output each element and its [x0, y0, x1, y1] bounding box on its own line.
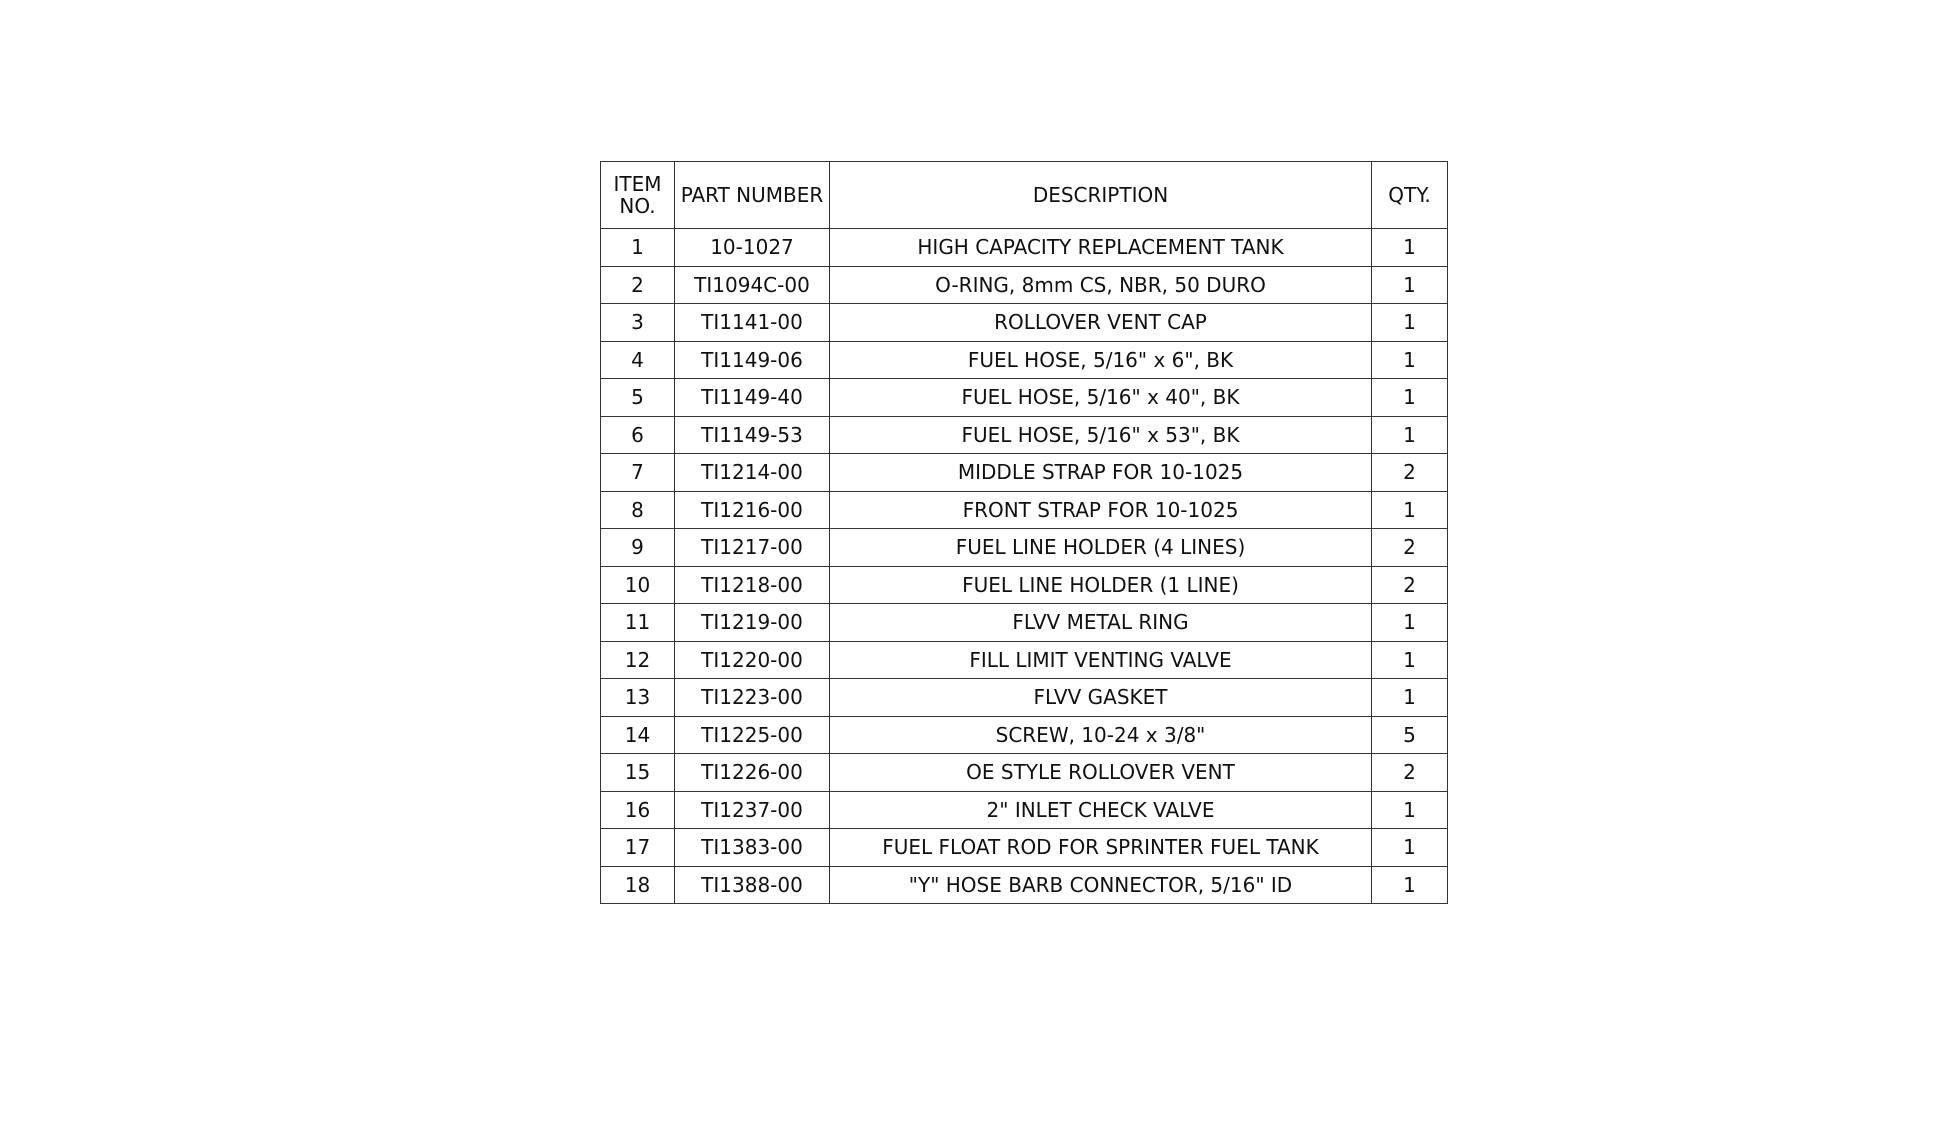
cell-item-no: 11	[601, 604, 675, 642]
cell-item-no: 5	[601, 379, 675, 417]
cell-qty: 1	[1372, 379, 1448, 417]
cell-item-no: 7	[601, 454, 675, 492]
cell-part-number: TI1388-00	[675, 866, 830, 904]
cell-part-number: TI1220-00	[675, 641, 830, 679]
cell-part-number: TI1149-40	[675, 379, 830, 417]
cell-description: FUEL HOSE, 5/16" x 40", BK	[830, 379, 1372, 417]
cell-description: ROLLOVER VENT CAP	[830, 304, 1372, 342]
cell-item-no: 3	[601, 304, 675, 342]
cell-qty: 1	[1372, 341, 1448, 379]
cell-qty: 1	[1372, 229, 1448, 267]
table-row	[601, 416, 1448, 454]
cell-item-no: 10	[601, 566, 675, 604]
table-row	[601, 791, 1448, 829]
table-row	[601, 529, 1448, 567]
cell-description: FUEL LINE HOLDER (1 LINE)	[830, 566, 1372, 604]
cell-description: FUEL LINE HOLDER (4 LINES)	[830, 529, 1372, 567]
cell-item-no: 6	[601, 416, 675, 454]
cell-description: FRONT STRAP FOR 10-1025	[830, 491, 1372, 529]
cell-qty: 2	[1372, 754, 1448, 792]
table-row	[601, 491, 1448, 529]
table-row	[601, 304, 1448, 342]
cell-part-number: TI1223-00	[675, 679, 830, 717]
table-row	[601, 229, 1448, 267]
cell-part-number: TI1214-00	[675, 454, 830, 492]
table-row	[601, 604, 1448, 642]
table-row	[601, 829, 1448, 867]
cell-item-no: 2	[601, 266, 675, 304]
table-row	[601, 679, 1448, 717]
cell-description: O-RING, 8mm CS, NBR, 50 DURO	[830, 266, 1372, 304]
cell-part-number: TI1219-00	[675, 604, 830, 642]
cell-item-no: 15	[601, 754, 675, 792]
cell-part-number: TI1237-00	[675, 791, 830, 829]
header-item-no	[601, 162, 675, 229]
cell-qty: 1	[1372, 491, 1448, 529]
cell-qty: 1	[1372, 641, 1448, 679]
cell-part-number: TI1226-00	[675, 754, 830, 792]
cell-part-number: TI1383-00	[675, 829, 830, 867]
cell-description: SCREW, 10-24 x 3/8"	[830, 716, 1372, 754]
table-row	[601, 641, 1448, 679]
table-row	[601, 454, 1448, 492]
cell-item-no: 16	[601, 791, 675, 829]
header-qty: QTY.	[1372, 162, 1448, 229]
cell-description: HIGH CAPACITY REPLACEMENT TANK	[830, 229, 1372, 267]
cell-item-no: 12	[601, 641, 675, 679]
cell-qty: 1	[1372, 416, 1448, 454]
cell-part-number: TI1141-00	[675, 304, 830, 342]
header-item-line2: NO.	[619, 194, 656, 218]
cell-qty: 1	[1372, 866, 1448, 904]
cell-qty: 1	[1372, 266, 1448, 304]
table-body	[601, 229, 1448, 904]
table-row	[601, 341, 1448, 379]
cell-qty: 1	[1372, 679, 1448, 717]
cell-description: "Y" HOSE BARB CONNECTOR, 5/16" ID	[830, 866, 1372, 904]
table-row	[601, 716, 1448, 754]
cell-description: 2" INLET CHECK VALVE	[830, 791, 1372, 829]
table-row	[601, 866, 1448, 904]
header-description: DESCRIPTION	[830, 162, 1372, 229]
header-item-line1: ITEM	[613, 172, 662, 196]
cell-part-number: TI1149-06	[675, 341, 830, 379]
cell-item-no: 4	[601, 341, 675, 379]
cell-item-no: 9	[601, 529, 675, 567]
table-row	[601, 566, 1448, 604]
cell-qty: 2	[1372, 529, 1448, 567]
cell-qty: 5	[1372, 716, 1448, 754]
cell-description: MIDDLE STRAP FOR 10-1025	[830, 454, 1372, 492]
cell-qty: 2	[1372, 566, 1448, 604]
cell-part-number: TI1217-00	[675, 529, 830, 567]
cell-item-no: 18	[601, 866, 675, 904]
header-part-number: PART NUMBER	[675, 162, 830, 229]
cell-part-number: TI1149-53	[675, 416, 830, 454]
table-row	[601, 754, 1448, 792]
cell-part-number: TI1094C-00	[675, 266, 830, 304]
cell-qty: 2	[1372, 454, 1448, 492]
cell-part-number: TI1216-00	[675, 491, 830, 529]
cell-item-no: 8	[601, 491, 675, 529]
cell-description: FUEL HOSE, 5/16" x 53", BK	[830, 416, 1372, 454]
cell-description: FILL LIMIT VENTING VALVE	[830, 641, 1372, 679]
cell-qty: 1	[1372, 829, 1448, 867]
header-row	[601, 162, 1448, 229]
cell-description: FUEL FLOAT ROD FOR SPRINTER FUEL TANK	[830, 829, 1372, 867]
cell-description: FUEL HOSE, 5/16" x 6", BK	[830, 341, 1372, 379]
cell-qty: 1	[1372, 791, 1448, 829]
cell-description: FLVV METAL RING	[830, 604, 1372, 642]
cell-item-no: 13	[601, 679, 675, 717]
table-row	[601, 266, 1448, 304]
cell-item-no: 17	[601, 829, 675, 867]
cell-part-number: TI1218-00	[675, 566, 830, 604]
table-header	[601, 162, 1448, 229]
cell-part-number: 10-1027	[675, 229, 830, 267]
cell-description: FLVV GASKET	[830, 679, 1372, 717]
cell-description: OE STYLE ROLLOVER VENT	[830, 754, 1372, 792]
cell-item-no: 14	[601, 716, 675, 754]
cell-qty: 1	[1372, 304, 1448, 342]
bill-of-materials-table	[600, 161, 1448, 904]
cell-part-number: TI1225-00	[675, 716, 830, 754]
cell-item-no: 1	[601, 229, 675, 267]
table-row	[601, 379, 1448, 417]
cell-qty: 1	[1372, 604, 1448, 642]
